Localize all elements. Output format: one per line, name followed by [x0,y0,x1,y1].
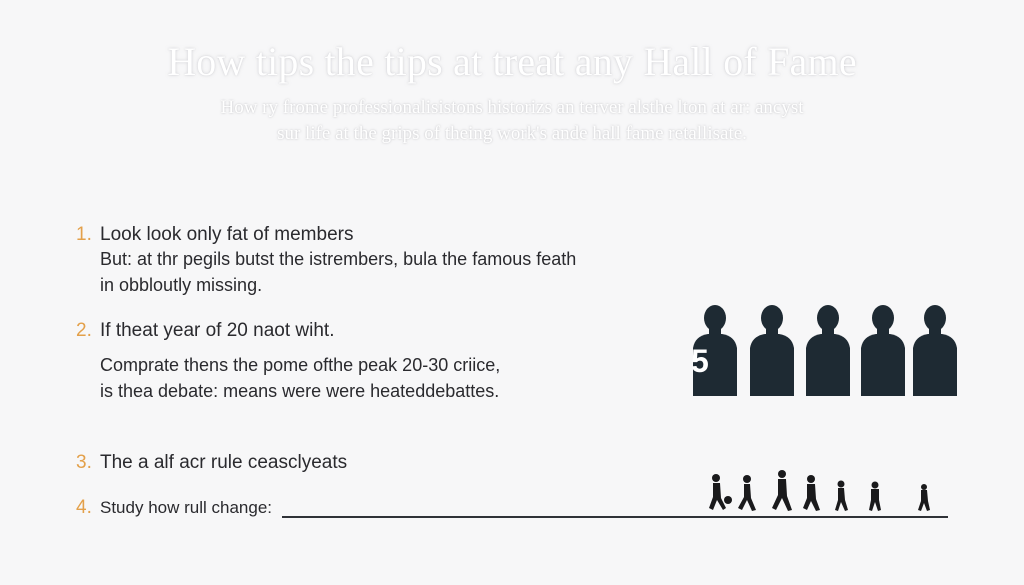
person-silhouette-icon [913,305,957,396]
subtitle-line: How ry frome professionalisistons historizs an terver alsthe lton at ar: ancyst [220,97,804,118]
person-silhouette-icon [861,305,905,396]
item-heading: Study how rull change: [100,498,272,517]
list-item [76,224,576,298]
item-number: 4. [76,497,92,518]
item-number: 2. [76,320,92,341]
list-item [76,452,347,474]
running-figure-icon [709,474,732,510]
running-figure-icon [918,484,930,511]
item-detail: But: at thr pegils butst the istrembers, bula the famous feath [100,249,577,269]
person-silhouette-icon [806,305,850,396]
item-number: 3. [76,452,92,473]
running-figure-icon [835,481,848,512]
item-heading: The a alf acr rule ceasclyeats [100,452,348,473]
item-heading: Look look only fat of members [100,224,354,245]
page-subtitle [0,95,1024,147]
running-figure-icon [869,482,881,512]
list-item [76,497,272,519]
header [0,22,1024,147]
item-detail: is thea debate: means were were heateddebattes. [100,381,500,401]
subtitle-line: sur life at the grips of theing work's ande hall fame retallisate. [277,123,747,144]
page-title: How tips the tips at treat any Hall of Fame [167,39,857,84]
running-figure-icon [803,475,820,511]
running-figures [700,468,960,520]
item-detail: Comprate thens the pome ofthe peak 20-30 criice, [100,355,501,375]
item-heading: If theat year of 20 naot wiht. [100,320,335,341]
player-silhouettes [690,298,960,400]
running-figure-icon [738,475,756,511]
item-detail: in obbloutly missing. [100,275,263,295]
list-item [76,320,500,404]
person-silhouette-icon [750,305,794,396]
running-figure-icon [772,470,792,511]
jersey-number: 5 [691,343,709,379]
item-number: 1. [76,224,92,245]
